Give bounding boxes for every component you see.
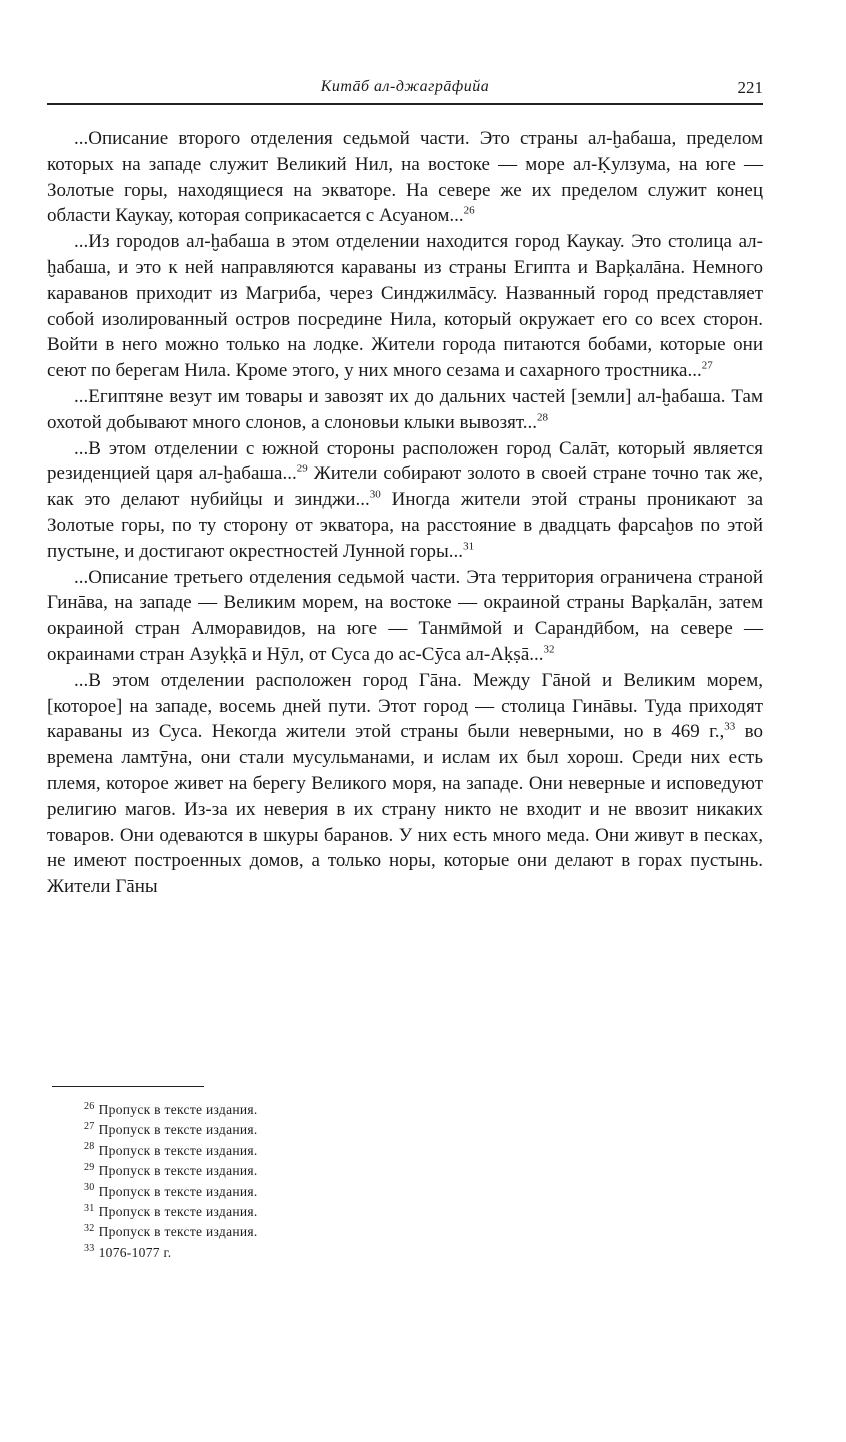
footnote-ref: 26: [463, 205, 475, 218]
footnote: $^{26}$ Пропуск в тексте издания.: [84, 1100, 258, 1117]
page-number: 221: [737, 78, 763, 97]
footnotes: [84, 1100, 484, 1263]
footnote: $^{29}$ Пропуск в тексте издания.: [84, 1161, 258, 1179]
header-rule: [47, 103, 763, 105]
footnote-ref: 28: [536, 411, 548, 424]
paragraph: ...Описание второго отделения седьмой части. Это страны ал-ḫабаша, пределом которых на западе служит Великий Нил, на востоке — море ал-Ḳулзума, на юге — Золотые горы, находящиеся на экваторе. На севере же их пределом служит конец области Каукау, которая соприкасается с Асуаном...$^{26}$: [47, 128, 763, 227]
footnote: $^{33}$ 1076-1077 г.: [84, 1243, 172, 1260]
footnote-rule: [52, 1086, 204, 1087]
footnote-ref: 29: [296, 463, 308, 476]
running-title: Китāб ал-джагрāфийа: [320, 78, 490, 95]
paragraph: ...Египтяне везут им товары и завозят их до дальних частей [земли] ал-ḫабаша. Там охотой добывают много слонов, а слоновьи клыки вывозят...$^{28}$: [47, 385, 763, 433]
footnote: $^{28}$ Пропуск в тексте издания.: [84, 1141, 258, 1158]
footnote-ref: 30: [369, 488, 381, 501]
footnote-ref: 31: [463, 540, 475, 553]
page-header: [47, 78, 763, 102]
main-text: [47, 126, 763, 900]
paragraph: ...В этом отделении с южной стороны расположен город Салāт, который является резиденцией царя ал-ḫабаша...$^{29}$ Жители собирают золото в своей стране точно так же, как это делают нубийцы и зинджи...$^{30}$ Иногда жители этой страны проникают за Золотые горы, по ту сторону от экватора, на расстояние в двадцать фарсаḫов по этой пустыне, и достигают окрестностей Лунной горы...$^{31}$: [47, 437, 764, 562]
footnote-ref: 33: [724, 721, 736, 733]
footnote: $^{30}$ Пропуск в тексте издания.: [84, 1182, 258, 1199]
footnote: $^{27}$ Пропуск в тексте издания.: [84, 1120, 258, 1138]
footnote: $^{32}$ Пропуск в тексте издания.: [84, 1222, 258, 1240]
paragraph: ...В этом отделении расположен город Гāна. Между Гāной и Великим морем, [которое] на западе, восемь дней пути. Этот город — столица Гинāвы. Туда приходят караваны из Суса. Некогда жители этой страны были неверными, но в 469 г.,$^{33}$ во времена ламтӯна, они стали мусульманами, и ислам их был хорош. Среди них есть племя, которое живет на берегу Великого моря, на западе. Они неверные и исповедуют религию магов. Из-за их неверия в их страну никто не входит и не ввозит никаких товаров. Они одеваются в шкуры баранов. У них есть много меда. Они живут в песках, не имеют построенных домов, а только норы, которые они делают в горах пустынь. Жители Гāны: [47, 669, 763, 898]
footnote: $^{31}$ Пропуск в тексте издания.: [84, 1202, 258, 1220]
footnote-ref: 27: [701, 359, 713, 372]
paragraph: ...Описание третьего отделения седьмой части. Эта территория ограничена страной Гинāва, на западе — Великим морем, на востоке — окраиной страны Варḳалāн, затем окраиной стран Алморавидов, на юге — Танмӣмой и Сарандӣбом, на севере — окраинами стран Азуḳḳā и Нӯл, от Суса до ас-Сӯса ал-Аḳṣā...$^{32}$: [47, 566, 763, 665]
footnote-ref: 32: [543, 643, 555, 656]
paragraph: ...Из городов ал-ḫабаша в этом отделении находится город Каукау. Это столица ал-ḫабаша, и это к ней направляются караваны из страны Египта и Варḳалāна. Немного караванов приходит из Магриба, через Синджилмāсу. Названный город представляет собой изолированный остров посредине Нила, который окружает его со всех сторон. Войти в него можно только на лодке. Жители города питаются бобами, которые они сеют по берегам Нила. Кроме этого, у них много сезама и сахарного тростника...$^{27}$: [47, 231, 763, 382]
